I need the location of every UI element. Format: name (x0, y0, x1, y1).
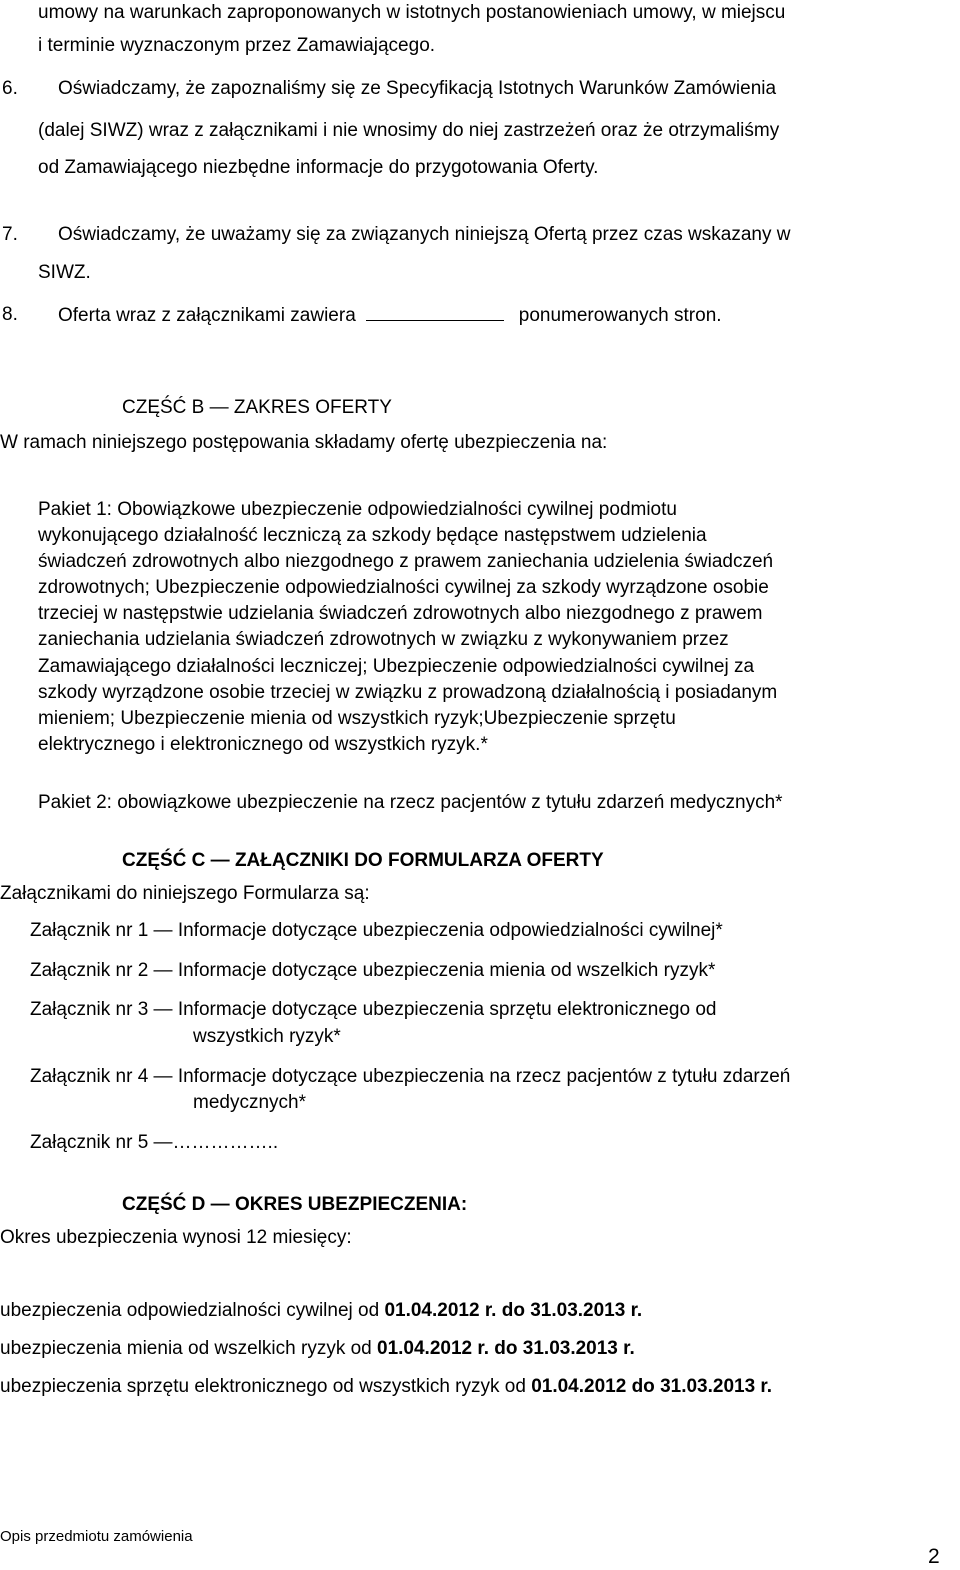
page-number: 2 (928, 1545, 940, 1568)
period-electronics-text: ubezpieczenia sprzętu elektronicznego od wszystkich ryzyk od (0, 1376, 532, 1397)
item-8-text-after: ponumerowanych stron. (518, 305, 722, 326)
period-property-dates: 01.04.2012 r. do 31.03.2013 r. (377, 1338, 635, 1359)
section-d-intro: Okres ubezpieczenia wynosi 12 miesięcy: (0, 1227, 352, 1248)
pakiet-1-line: mieniem; Ubezpieczenie mienia od wszystkich ryzyk;Ubezpieczenie sprzętu (38, 708, 676, 729)
period-property (0, 1336, 635, 1362)
pakiet-1-line: elektrycznego i elektronicznego od wszystkich ryzyk.* (38, 734, 488, 755)
attachment-5: Załącznik nr 5 —…………….. (30, 1132, 279, 1153)
footer-label: Opis przedmiotu zamówienia (0, 1528, 193, 1545)
pakiet-1-line: Zamawiającego działalności leczniczej; Ubezpieczenie odpowiedzialności cywilnej za (38, 656, 755, 677)
section-d-title: CZĘŚĆ D — OKRES UBEZPIECZENIA: (122, 1194, 468, 1215)
section-c-intro: Załącznikami do niniejszego Formularza są: (0, 883, 370, 904)
section-c-title: CZĘŚĆ C — ZAŁĄCZNIKI DO FORMULARZA OFERTY (122, 850, 604, 871)
attachment-1: Załącznik nr 1 — Informacje dotyczące ubezpieczenia odpowiedzialności cywilnej* (30, 920, 723, 941)
period-electronics-dates: 01.04.2012 do 31.03.2013 r. (531, 1376, 773, 1397)
item-8-line (58, 302, 722, 329)
period-liability-text: ubezpieczenia odpowiedzialności cywilnej od (0, 1300, 385, 1321)
item-7-line-1: Oświadczamy, że uważamy się za związanych niniejszą Ofertą przez czas wskazany w (58, 224, 791, 245)
attachment-4-continuation: medycznych* (193, 1092, 306, 1113)
period-liability-dates: 01.04.2012 r. do 31.03.2013 r. (384, 1300, 643, 1321)
item-6-line-3: od Zamawiającego niezbędne informacje do przygotowania Oferty. (38, 157, 599, 178)
continuation-line-2: i terminie wyznaczonym przez Zamawiającego. (38, 35, 436, 56)
pakiet-1-line: zdrowotnych; Ubezpieczenie odpowiedzialności cywilnej za szkody wyrządzone osobie (38, 577, 769, 598)
attachment-4: Załącznik nr 4 — Informacje dotyczące ubezpieczenia na rzecz pacjentów z tytułu zdarzeń (30, 1066, 791, 1087)
pakiet-1-line: świadczeń zdrowotnych albo niezgodnego z prawem zaniechania udzielenia świadczeń (38, 551, 774, 572)
pakiet-1-line: wykonującego działalność leczniczą za szkody będące następstwem udzielenia (38, 525, 707, 546)
page-count-blank-line (366, 302, 504, 321)
pakiet-1-line: zaniechania udzielania świadczeń zdrowotnych w związku z wykonywaniem przez (38, 629, 729, 650)
section-b-title: CZĘŚĆ B — ZAKRES OFERTY (122, 397, 392, 418)
period-electronics (0, 1374, 772, 1400)
attachment-3: Załącznik nr 3 — Informacje dotyczące ubezpieczenia sprzętu elektronicznego od (30, 999, 717, 1020)
pakiet-1-line: szkody wyrządzone osobie trzeciej w związku z prowadzoną działalnością i posiadanym (38, 682, 778, 703)
item-6-number: 6. (2, 78, 18, 99)
attachment-3-continuation: wszystkich ryzyk* (193, 1026, 341, 1047)
item-8-text-before: Oferta wraz z załącznikami zawiera (58, 305, 356, 326)
item-8-number: 8. (2, 304, 18, 325)
pakiet-2-paragraph: Pakiet 2: obowiązkowe ubezpieczenie na rzecz pacjentów z tytułu zdarzeń medycznych* (38, 792, 783, 813)
attachment-2: Załącznik nr 2 — Informacje dotyczące ubezpieczenia mienia od wszelkich ryzyk* (30, 960, 716, 981)
continuation-line-1: umowy na warunkach zaproponowanych w istotnych postanowieniach umowy, w miejscu (38, 2, 786, 23)
item-6-line-1: Oświadczamy, że zapoznaliśmy się ze Specyfikacją Istotnych Warunków Zamówienia (58, 78, 777, 99)
pakiet-1-line: trzeciej w następstwie udzielania świadczeń zdrowotnych albo niezgodnego z prawem (38, 603, 763, 624)
section-b-intro: W ramach niniejszego postępowania składamy ofertę ubezpieczenia na: (0, 432, 608, 453)
item-6-line-2: (dalej SIWZ) wraz z załącznikami i nie wnosimy do niej zastrzeżeń oraz że otrzymaliśmy (38, 120, 780, 141)
item-7-number: 7. (2, 224, 18, 245)
period-liability (0, 1298, 642, 1324)
item-7-line-2: SIWZ. (38, 262, 91, 283)
pakiet-1-line: Pakiet 1: Obowiązkowe ubezpieczenie odpowiedzialności cywilnej podmiotu (38, 499, 677, 520)
period-property-text: ubezpieczenia mienia od wszelkich ryzyk od (0, 1338, 378, 1359)
